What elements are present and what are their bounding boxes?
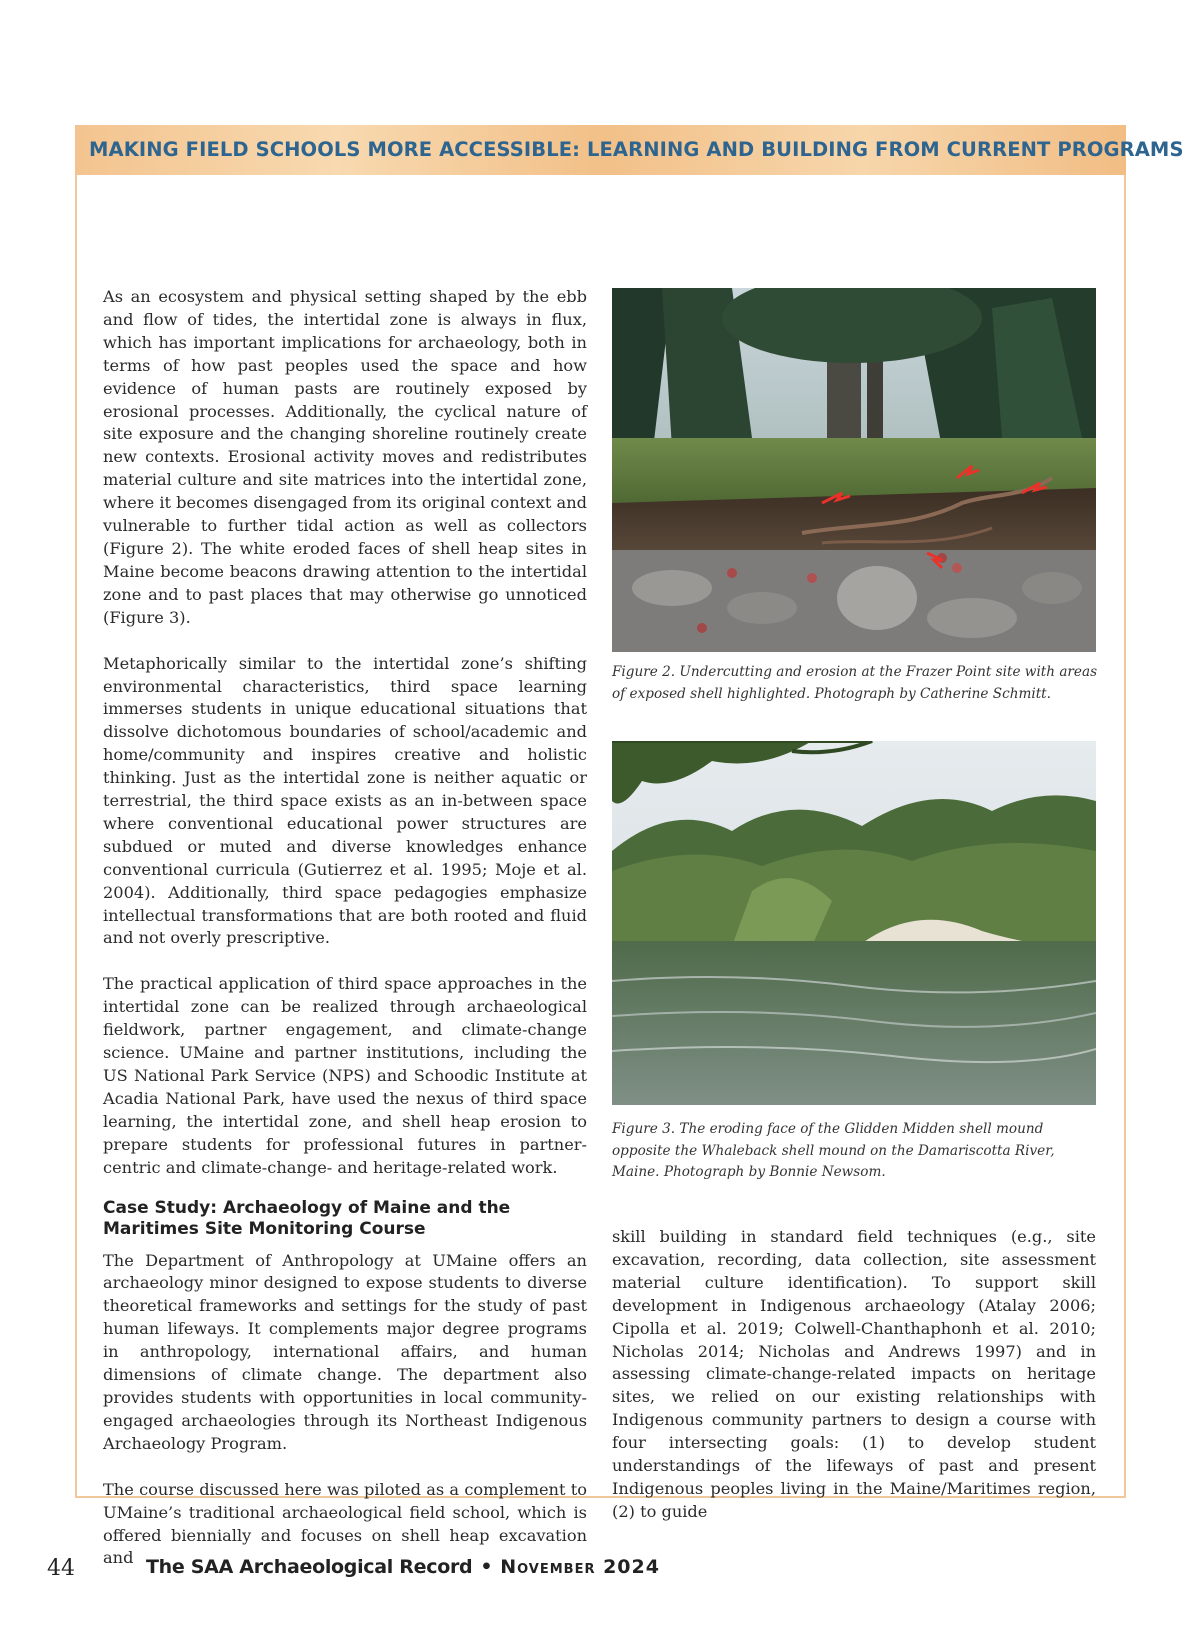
paragraph-course-pilot: The course discussed here was piloted as a complement to UMaine’s traditional archaeological field school, which is offered biennially and focuses on shell heap excavation and	[103, 1479, 587, 1568]
figure-2-caption: Figure 2. Undercutting and erosion at the Frazer Point site with areas of exposed shell highlighted. Photograph by Catherine Schmitt.	[612, 664, 1098, 702]
paragraph-department: The Department of Anthropology at UMaine offers an archaeology minor designed to expose students to diverse theoretical frameworks and settings for the study of past human lifeways. It complements major degree programs in anthropology, international affairs, and human dimensions of climate change. The department also provides students with opportunities in local community-engaged archaeologies through its Northeast Indigenous Archaeology Program.	[103, 1250, 587, 1453]
case-study-heading: Case Study: Archaeology of Maine and the Maritimes Site Monitoring Course	[103, 1197, 511, 1239]
figure-3-caption: Figure 3. The eroding face of the Glidden Midden shell mound opposite the Whaleback shell mound on the Damariscotta River, Maine. Photograph by Bonnie Newsom.	[612, 1121, 1055, 1180]
paragraph-application: The practical application of third space approaches in the intertidal zone can be realized through archaeological fieldwork, partner engagement, and climate-change science. UMaine and partner institutions, including the US National Park Service (NPS) and Schoodic Institute at Acadia National Park, have used the nexus of third space learning, the intertidal zone, and shell heap erosion to prepare students for professional futures in partner-centric and climate-change- and heritage-related work.	[103, 974, 587, 1177]
banner-title: MAKING FIELD SCHOOLS MORE ACCESSIBLE: LEARNING AND BUILDING FROM CURRENT PROGRAMS	[89, 138, 1184, 161]
figure-3-photo	[612, 741, 1096, 1105]
glidden-midden-river-image	[612, 741, 1096, 1105]
figure-2-photo	[612, 288, 1096, 652]
right-column-text	[612, 1226, 1096, 1524]
issue-date: November 2024	[500, 1556, 660, 1578]
footer-separator: •	[480, 1556, 493, 1578]
paragraph-intertidal: As an ecosystem and physical setting shaped by the ebb and flow of tides, the intertidal zone is always in flux, which has important implications for archaeology, both in terms of how past peoples used the space and how evidence of human pasts are routinely exposed by erosional processes. Additionally, the cyclical nature of site exposure and the changing shoreline routinely create new contexts. Erosional activity moves and redistributes material culture and site matrices into the intertidal zone, where it becomes disengaged from its original context and vulnerable to further tidal action as well as collectors (Figure 2). The white eroded faces of shell heap sites in Maine become beacons drawing attention to the intertidal zone and to past places that may otherwise go unnoticed (Figure 3).	[103, 287, 587, 627]
paragraph-skill-building: skill building in standard field techniques (e.g., site excavation, recording, data collection, site assessment material culture identification). To support skill development in Indigenous archaeology (Atalay 2006; Cipolla et al. 2019; Colwell-Chanthaphonh et al. 2010; Nicholas 2014; Nicholas and Andrews 1997) and in assessing climate-change-related impacts on heritage sites, we relied on our existing relationships with Indigenous community partners to design a course with four intersecting goals: (1) to develop student understandings of the lifeways of past and present Indigenous peoples living in the Maine/Maritimes region, (2) to guide	[612, 1227, 1096, 1521]
frazer-point-erosion-image	[612, 288, 1096, 652]
journal-footer	[146, 1556, 660, 1578]
page-number: 44	[47, 1556, 75, 1581]
left-column	[103, 286, 587, 1570]
journal-title: The SAA Archaeological Record	[146, 1556, 473, 1578]
paragraph-third-space: Metaphorically similar to the intertidal zone’s shifting environmental characteristics, third space learning immerses students in unique educational situations that dissolve dichotomous boundaries of school/academic and home/community and inspires creative and holistic thinking. Just as the intertidal zone is neither aquatic or terrestrial, the third space exists as an in-between space where conventional educational power structures are subdued or muted and diverse knowledges enhance conventional curricula (Gutierrez et al. 1995; Moje et al. 2004). Additionally, third space pedagogies emphasize intellectual transformations that are both rooted and fluid and not overly prescriptive.	[103, 653, 587, 948]
section-banner	[75, 125, 1184, 175]
